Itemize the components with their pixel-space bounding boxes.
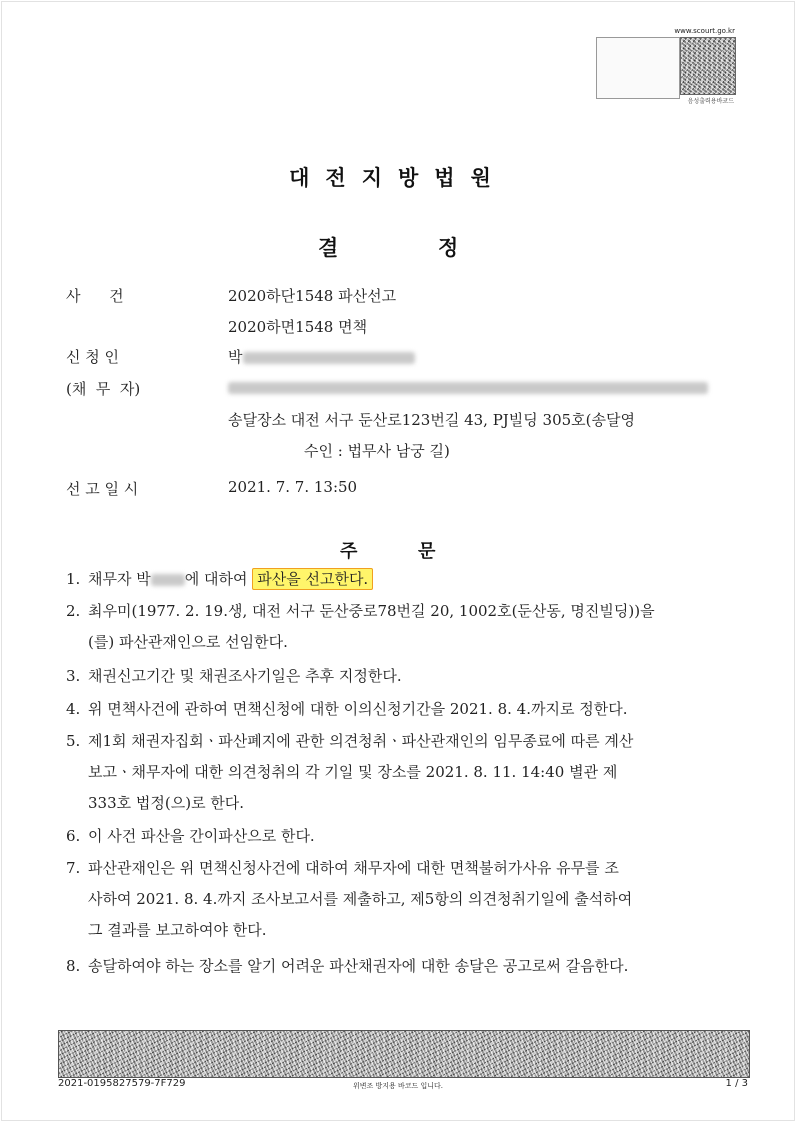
order-number: 2. — [66, 602, 81, 620]
order-number: 6. — [66, 827, 81, 845]
order-item-2 — [66, 596, 718, 658]
order-item-7 — [66, 853, 718, 946]
code-stub-box — [596, 37, 680, 99]
decision-title-char-2: 정 — [438, 235, 459, 260]
order-item-3 — [66, 661, 718, 692]
audio-barcode-image — [680, 37, 736, 95]
decision-title-char-1: 결 — [318, 235, 339, 260]
order-line: 채권신고기간 및 채권조사기일은 추후 지정한다. — [88, 667, 402, 685]
redacted-debtor-name — [151, 574, 185, 586]
order-item-1 — [66, 564, 718, 595]
order-number: 8. — [66, 957, 81, 975]
case-number-discharge: 2020하면1548 면책 — [228, 318, 368, 336]
order-line — [66, 564, 718, 595]
order-line: 보고ㆍ채무자에 대한 의견청취의 각 기일 및 장소를 2021. 8. 11. 14:40 별관 제 — [88, 763, 618, 781]
verification-code-block — [596, 27, 738, 107]
order-item-5 — [66, 726, 718, 819]
applicant-name-prefix: 박 — [228, 348, 243, 366]
order-line: 제1회 채권자집회ㆍ파산폐지에 관한 의견청취ㆍ파산관재인의 임무종료에 따른 계산 — [88, 732, 634, 750]
order-item-4 — [66, 694, 718, 725]
audio-barcode-caption: 음성출력용바코드 — [687, 98, 734, 105]
order-line: (를) 파산관재인으로 선임한다. — [88, 633, 288, 651]
document-id: 2021-0195827579-7F729 — [58, 1078, 186, 1089]
debtor-address — [228, 378, 708, 396]
order-line: 최우미(1977. 2. 19.생, 대전 서구 둔산중로78번길 20, 1002호(둔산동, 명진빌딩))을 — [88, 602, 655, 620]
case-number-bankruptcy: 2020하단1548 파산선고 — [228, 287, 397, 305]
order-title-char-1: 주 — [340, 541, 358, 562]
order-number: 3. — [66, 667, 81, 685]
declaration-label: 선 고 일 시 — [66, 480, 139, 498]
order-number: 5. — [66, 732, 81, 750]
order-text-pre: 채무자 박 — [88, 570, 151, 588]
redacted-applicant-id — [243, 352, 415, 364]
order-title-char-2: 문 — [418, 541, 436, 562]
order-line: 그 결과를 보고하여야 한다. — [88, 921, 267, 939]
order-number: 7. — [66, 859, 81, 877]
debtor-label: (채 무 자) — [66, 380, 141, 398]
order-text-mid: 에 대하여 — [184, 570, 253, 588]
service-address-line-2: 수인 : 법무사 남궁 길) — [304, 442, 450, 460]
order-line: 이 사건 파산을 간이파산으로 한다. — [88, 827, 315, 845]
anti-forgery-barcode — [58, 1030, 750, 1078]
redacted-debtor-address — [228, 382, 708, 394]
order-line: 333호 법정(으)로 한다. — [88, 794, 245, 812]
applicant-label: 신 청 인 — [66, 348, 120, 366]
order-number: 1. — [66, 570, 81, 588]
court-url: www.scourt.go.kr — [674, 27, 735, 35]
order-item-8 — [66, 951, 718, 982]
service-address-line-1: 송달장소 대전 서구 둔산로123번길 43, PJ빌딩 305호(송달영 — [228, 411, 635, 429]
order-item-6 — [66, 821, 718, 852]
case-label: 사 건 — [66, 287, 124, 305]
order-line: 송달하여야 하는 장소를 알기 어려운 파산채권자에 대한 송달은 공고로써 갈음한다. — [88, 957, 629, 975]
highlighted-bankruptcy-declaration: 파산을 선고한다. — [252, 568, 373, 590]
order-line: 위 면책사건에 관하여 면책신청에 대한 이의신청기간을 2021. 8. 4.까지로 정한다. — [88, 700, 628, 718]
order-line: 사하여 2021. 8. 4.까지 조사보고서를 제출하고, 제5항의 의견청취기일에 출석하여 — [88, 890, 633, 908]
declaration-datetime: 2021. 7. 7. 13:50 — [228, 478, 358, 496]
court-name: 대전지방법원 — [289, 165, 507, 190]
applicant-name — [228, 346, 415, 367]
barcode-note: 위변조 방지용 바코드 입니다. — [352, 1082, 444, 1090]
page-number: 1 / 3 — [725, 1078, 748, 1089]
order-line: 파산관재인은 위 면책신청사건에 대하여 채무자에 대한 면책불허가사유 유무를 조 — [88, 859, 619, 877]
order-number: 4. — [66, 700, 81, 718]
